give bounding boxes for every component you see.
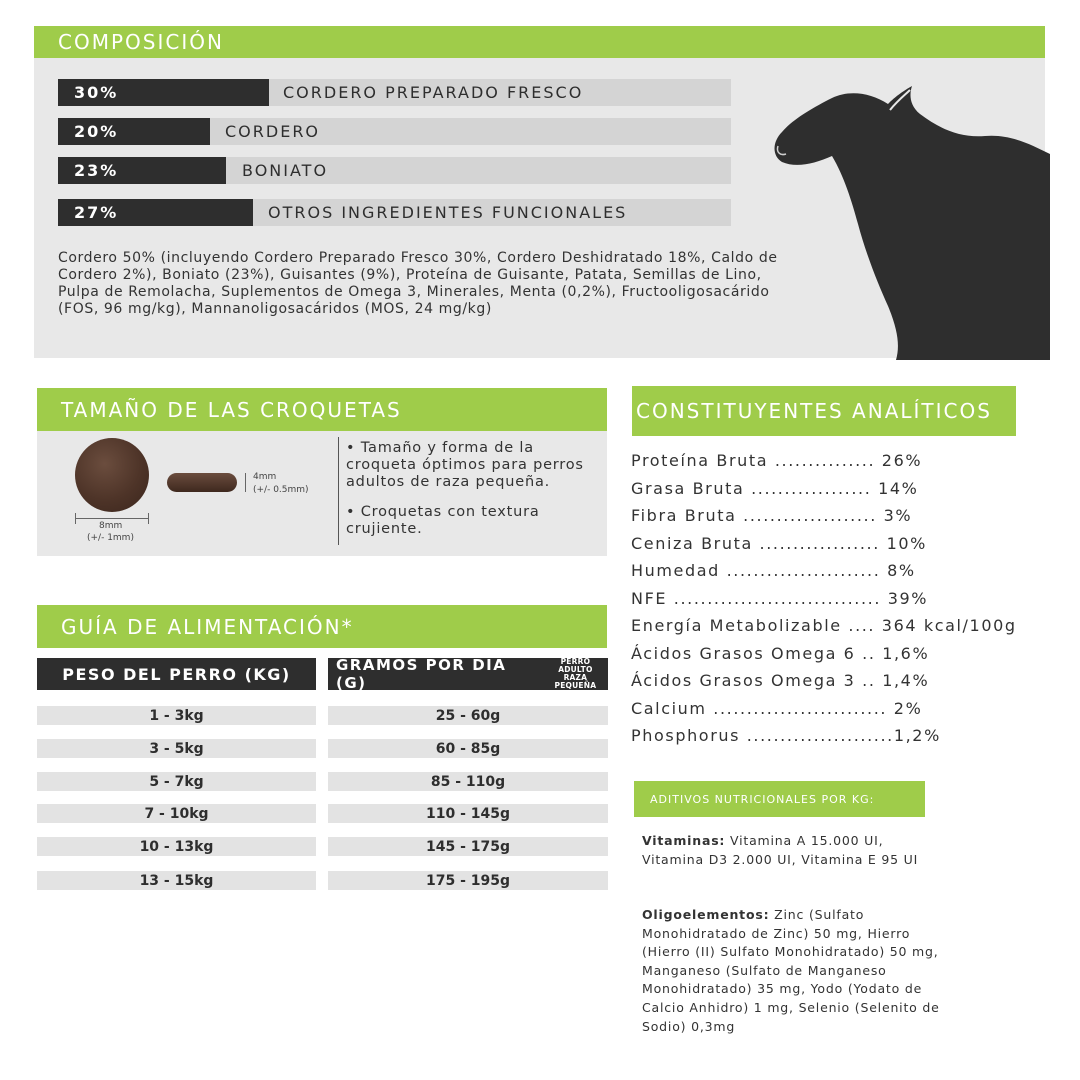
analytics-row: Fibra Bruta .................... 3% [631, 506, 913, 525]
vitamins-text: Vitamina A 15.000 UI, Vitamina D3 2.000 UI, Vitamina E 95 UI [642, 833, 919, 867]
composition-percent: 27% [58, 199, 253, 226]
trace-elements-text: Zinc (Sulfato Monohidratado de Zinc) 50 mg, Hierro (Hierro (II) Sulfato Monohidratado) 50 mg, Manganeso (Sulfato de Manganeso Monohidratado) 35 mg, Yodo (Yodato de Calcio Anhidro) 1 mg, Selenio (Selenito de Sodio) 0,3mg [642, 907, 940, 1034]
composition-bar [58, 79, 731, 106]
thickness-line [245, 473, 246, 492]
feeding-weight-cell: 13 - 15kg [37, 871, 316, 890]
trace-elements-label: Oligoelementos: [642, 907, 770, 922]
analytics-row: Ácidos Grasos Omega 6 .. 1,6% [631, 644, 930, 663]
composition-percent: 23% [58, 157, 226, 184]
thickness-value: 4mm [253, 472, 277, 482]
analytics-title: CONSTITUYENTES ANALÍTICOS [632, 386, 1016, 436]
column-header-note-line: PERRO ADULTO [558, 657, 593, 674]
analytics-row: Calcium .......................... 2% [631, 699, 923, 718]
column-header-weight: PESO DEL PERRO (KG) [37, 658, 316, 690]
feeding-guide-title: GUÍA DE ALIMENTACIÓN* [37, 605, 607, 648]
feeding-grams-cell: 60 - 85g [328, 739, 608, 758]
feeding-grams-cell: 175 - 195g [328, 871, 608, 890]
composition-label: OTROS INGREDIENTES FUNCIONALES [268, 203, 628, 222]
column-header-note-line: RAZA PEQUEÑA [554, 673, 597, 690]
diameter-tolerance: (+/- 1mm) [87, 533, 134, 543]
diameter-value: 8mm [99, 521, 123, 531]
composition-percent: 20% [58, 118, 210, 145]
composition-label: BONIATO [242, 161, 329, 180]
column-header-note [543, 658, 608, 690]
feeding-grams-cell: 25 - 60g [328, 706, 608, 725]
analytics-row: Humedad ....................... 8% [631, 561, 916, 580]
diameter-tick [148, 513, 149, 524]
feeding-grams-cell: 85 - 110g [328, 772, 608, 791]
composition-description: Cordero 50% (incluyendo Cordero Preparado Fresco 30%, Cordero Deshidratado 18%, Caldo de Cordero 2%), Boniato (23%), Guisantes (9%), Proteína de Guisante, Patata, Semillas de Lino, Pulpa de Remolacha, Suplementos de Omega 3, Minerales, Menta (0,2%), Fructooligosacárido (FOS, 96 mg/kg), Mannanoligosacáridos (MOS, 24 mg/kg) [58, 250, 778, 317]
analytics-row: NFE ............................... 39% [631, 589, 929, 608]
vitamins-block [642, 832, 942, 869]
kibble-flat-icon [167, 473, 237, 492]
lamb-illustration [760, 84, 1050, 360]
feeding-grams-cell: 145 - 175g [328, 837, 608, 856]
analytics-row: Proteína Bruta ............... 26% [631, 451, 923, 470]
analytics-row: Phosphorus ......................1,2% [631, 726, 941, 745]
analytics-row: Ácidos Grasos Omega 3 .. 1,4% [631, 671, 930, 690]
composition-bar [58, 157, 731, 184]
composition-label: CORDERO [225, 122, 321, 141]
composition-title: COMPOSICIÓN [34, 26, 1045, 58]
kibble-bullet: • Tamaño y forma de la croqueta óptimos para perros adultos de raza pequeña. [346, 440, 584, 490]
feeding-grams-cell: 110 - 145g [328, 804, 608, 823]
kibble-round-icon [75, 438, 149, 512]
feeding-weight-cell: 3 - 5kg [37, 739, 316, 758]
thickness-tolerance: (+/- 0.5mm) [253, 485, 309, 495]
column-header-grams [328, 658, 608, 690]
analytics-row: Grasa Bruta .................. 14% [631, 479, 919, 498]
vitamins-label: Vitaminas: [642, 833, 726, 848]
trace-elements-block [642, 906, 942, 1036]
analytics-row: Energía Metabolizable .... 364 kcal/100g [631, 616, 1017, 635]
feeding-weight-cell: 10 - 13kg [37, 837, 316, 856]
feeding-weight-cell: 5 - 7kg [37, 772, 316, 791]
additives-title: ADITIVOS NUTRICIONALES POR KG: [634, 781, 925, 817]
composition-percent: 30% [58, 79, 269, 106]
composition-label: CORDERO PREPARADO FRESCO [283, 83, 584, 102]
kibble-divider [338, 437, 339, 545]
kibble-bullet: • Croquetas con textura crujiente. [346, 504, 540, 537]
diameter-line [75, 518, 149, 519]
kibble-size-title: TAMAÑO DE LAS CROQUETAS [37, 388, 607, 431]
diameter-tick [75, 513, 76, 524]
feeding-weight-cell: 1 - 3kg [37, 706, 316, 725]
feeding-weight-cell: 7 - 10kg [37, 804, 316, 823]
composition-bar [58, 199, 731, 226]
column-header-grams-label: GRAMOS POR DÍA (G) [336, 656, 507, 692]
analytics-row: Ceniza Bruta .................. 10% [631, 534, 927, 553]
composition-bar [58, 118, 731, 145]
